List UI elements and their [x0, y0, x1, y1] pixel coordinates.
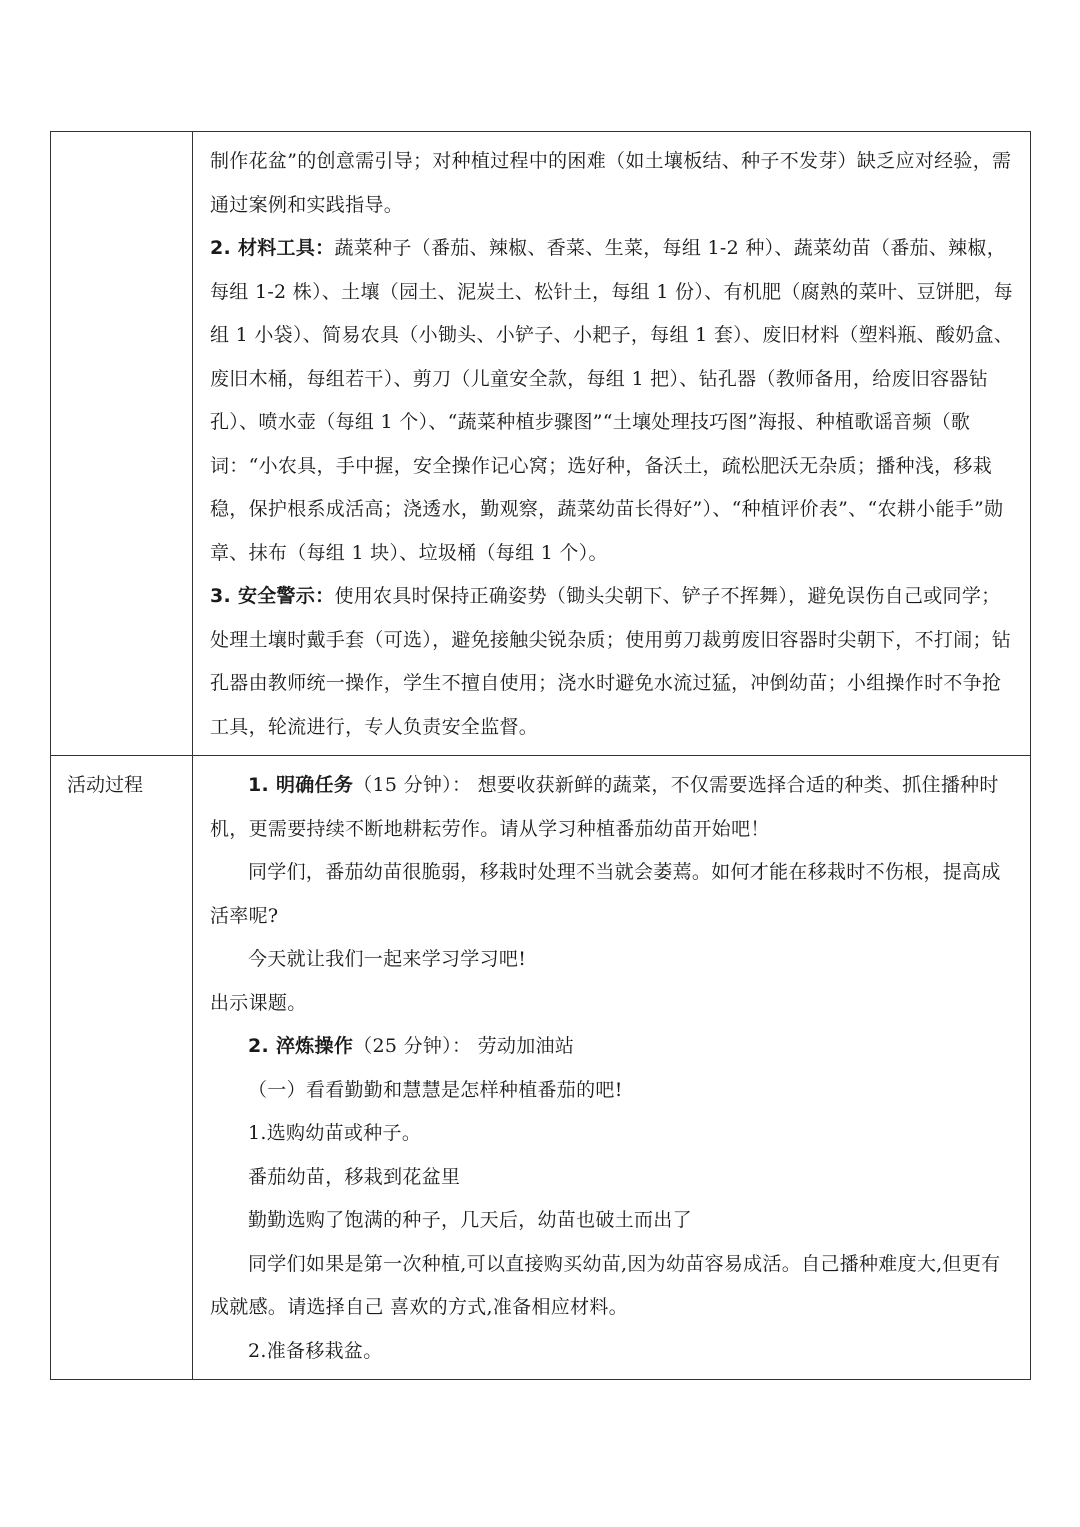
safety-paragraph	[210, 575, 1016, 749]
materials-text: 蔬菜种子（番茄、辣椒、香菜、生菜，每组 1-2 种）、蔬菜幼苗（番茄、辣椒，每组 1-2 株）、土壤（园土、泥炭土、松针土，每组 1 份）、有机肥（腐熟的菜叶、豆饼肥，每组 1 小袋）、简易农具（小锄头、小铲子、小耙子，每组 1 套）、废旧材料（塑料瓶、酸奶盒、废旧木桶，每组若干）、剪刀（儿童安全款，每组 1 把）、钻孔器（教师备用，给废旧容器钻孔）、喷水壶（每组 1 个）、“蔬菜种植步骤图”“土壤处理技巧图”海报、种植歌谣音频（歌词：“小农具，手中握，安全操作记心窝；选好种，备沃土，疏松肥沃无杂质；播种浅，移栽稳，保护根系成活高；浇透水，勤观察，蔬菜幼苗长得好”）、“种植评价表”、“农耕小能手”勋章、抹布（每组 1 块）、垃圾桶（每组 1 个）。	[210, 237, 1014, 564]
activity-content-cell	[193, 756, 1031, 1380]
safety-text: 使用农具时保持正确姿势（锄头尖朝下、铲子不挥舞），避免误伤自己或同学；处理土壤时戴手套（可选），避免接触尖锐杂质；使用剪刀裁剪废旧容器时尖朝下，不打闹；钻孔器由教师统一操作，学生不擅自使用；浇水时避免水流过猛，冲倒幼苗；小组操作时不争抢工具，轮流进行，专人负责安全监督。	[210, 585, 1012, 738]
practice-text: 劳动加油站	[471, 1035, 575, 1057]
lesson-plan-table	[50, 131, 1031, 1380]
seeds-paragraph: 勤勤选购了饱满的种子，几天后，幼苗也破土而出了	[248, 1209, 692, 1231]
advice-paragraph: 同学们如果是第一次种植,可以直接购买幼苗,因为幼苗容易成活。自己播种难度大,但更有成就感。请选择自己 喜欢的方式,准备相应材料。	[210, 1252, 1001, 1318]
step2-paragraph: 2.准备移栽盆。	[248, 1339, 383, 1362]
transplant-paragraph: 番茄幼苗，移栽到花盆里	[248, 1165, 461, 1188]
lets-learn-paragraph: 今天就让我们一起来学习学习吧!	[248, 948, 527, 970]
task-heading: 1. 明确任务	[248, 774, 354, 796]
safety-heading: 3. 安全警示：	[210, 585, 335, 607]
task-paragraph	[210, 764, 1016, 851]
analysis-paragraph: 制作花盆”的创意需引导；对种植过程中的困难（如土壤板结、种子不发芽）缺乏应对经验，需通过案例和实践指导。	[210, 150, 1012, 216]
table-row	[51, 132, 1031, 756]
step1-paragraph: 1.选购幼苗或种子。	[248, 1122, 422, 1144]
practice-time: （25 分钟）：	[353, 1035, 472, 1057]
preparation-content-cell	[193, 132, 1031, 756]
seedling-question-paragraph: 同学们，番茄幼苗很脆弱，移栽时处理不当就会萎蔫。如何才能在移栽时不伤根，提高成活率呢?	[210, 861, 1001, 927]
table-row	[51, 756, 1031, 1380]
show-topic-paragraph: 出示课题。	[210, 991, 307, 1014]
practice-paragraph	[210, 1025, 1016, 1069]
practice-heading: 2. 淬炼操作	[248, 1035, 354, 1057]
materials-paragraph	[210, 227, 1016, 575]
task-text: 想要收获新鲜的蔬菜，不仅需要选择合适的种类、抓住播种时机，更需要持续不断地耕耘劳作。请从学习种植番茄幼苗开始吧！	[210, 774, 999, 840]
materials-heading: 2. 材料工具：	[210, 237, 335, 259]
empty-label-cell	[51, 132, 193, 756]
activity-label-cell: 活动过程	[51, 756, 193, 1380]
observe-paragraph: （一）看看勤勤和慧慧是怎样种植番茄的吧!	[248, 1078, 623, 1101]
task-time: （15 分钟）：	[353, 774, 472, 796]
